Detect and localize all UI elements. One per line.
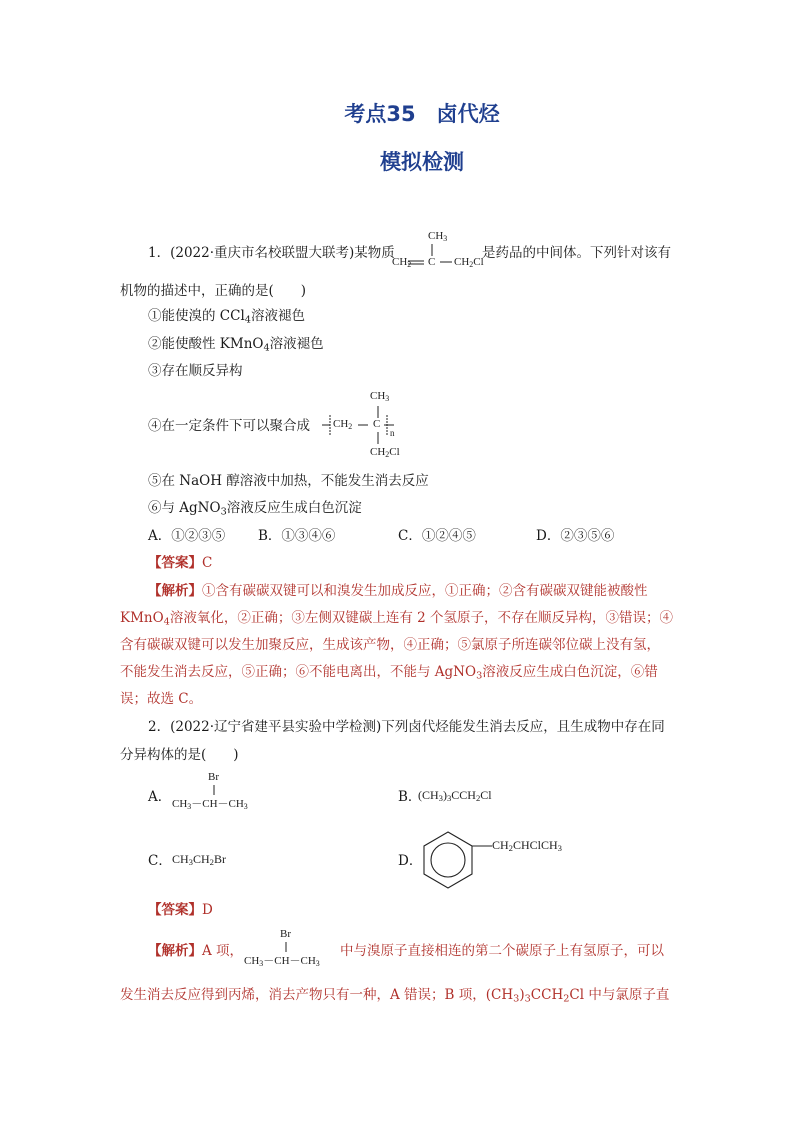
page-subtitle: 模拟检测 xyxy=(380,150,464,174)
q1-option-d[interactable]: D．②③⑤⑥ xyxy=(536,528,615,544)
q2-answer xyxy=(148,900,213,920)
answer-value: C xyxy=(202,555,213,571)
mol-ch2cl: $CH_2Cl$ xyxy=(454,256,484,269)
opt-a-chain: $CH_3-CH-CH_3$ xyxy=(172,798,248,811)
q1-statement-5: ⑤在 NaOH 醇溶液中加热，不能发生消去反应 xyxy=(148,473,429,489)
mol-ch3: $CH_3$ xyxy=(428,230,448,243)
q1-statement-2: ②能使酸性 KMnO$_4$溶液褪色 xyxy=(148,336,324,354)
q1-option-c[interactable]: C．①②④⑤ xyxy=(398,528,476,544)
q1-stem-line2: 机物的描述中，正确的是( ) xyxy=(120,283,307,299)
q2-option-b-formula: $(CH_3)_3CCH_2Cl$ xyxy=(418,788,492,804)
q1-analysis-2: KMnO$_4$溶液氧化，②正确；③左侧双键碳上连有 2 个氢原子，不存在顺反异构，③错误；④ xyxy=(120,610,674,628)
q1-statement-4: ④在一定条件下可以聚合成 xyxy=(148,418,310,434)
q1-analysis-3: 含有碳碳双键可以发生加聚反应，生成该产物，④正确；⑤氯原子所连碳邻位碳上没有氢， xyxy=(120,637,660,653)
q2-option-d-label[interactable]: D． xyxy=(398,853,423,869)
q2-option-c-formula: $CH_3CH_2Br$ xyxy=(172,852,226,868)
answer-label: 【答案】 xyxy=(148,902,202,918)
q2-option-a-label[interactable]: A． xyxy=(148,789,172,805)
q2-option-c-label[interactable]: C． xyxy=(148,853,172,869)
page-title: 考点35 卤代烃 xyxy=(344,102,500,126)
q1-analysis-1: 【解析】①含有碳碳双键可以和溴发生加成反应，①正确；②含有碳碳双键能被酸性 xyxy=(148,583,648,599)
q2-analysis-1a: 【解析】A 项， xyxy=(148,943,244,959)
polymer-c: C xyxy=(373,418,381,430)
polymer-n: n xyxy=(390,428,395,438)
answer-value: D xyxy=(202,902,213,918)
analysis-br: Br xyxy=(280,928,291,940)
q2-option-d-substituent: $CH_2CHClCH_3$ xyxy=(492,838,562,854)
q1-answer xyxy=(148,553,212,573)
mol-ch2-left: $CH_2$ xyxy=(392,256,412,269)
q1-statement-6: ⑥与 AgNO$_3$溶液反应生成白色沉淀 xyxy=(148,500,362,518)
analysis-bond xyxy=(0,0,1,1)
q2-stem-line1: 2．(2022·辽宁省建平县实验中学检测)下列卤代烃能发生消去反应，且生成物中存在同 xyxy=(148,719,665,735)
q2-analysis-1b: 中与溴原子直接相连的第二个碳原子上有氢原子，可以 xyxy=(340,943,664,959)
q1-analysis-4: 不能发生消去反应，⑤正确；⑥不能电离出，不能与 AgNO$_3$溶液反应生成白色沉淀，⑥错 xyxy=(120,664,658,682)
q2-analysis-2: 发生消去反应得到丙烯，消去产物只有一种，A 错误；B 项，$(CH_3)_3CCH_2Cl$ 中与氯原子直 xyxy=(120,987,670,1005)
q1-stem-suffix: 是药品的中间体。下列针对该有 xyxy=(482,245,671,261)
q1-statement-1: ①能使溴的 CCl$_4$溶液褪色 xyxy=(148,308,305,326)
analysis-chain: $CH_3-CH-CH_3$ xyxy=(244,955,320,968)
answer-label: 【答案】 xyxy=(148,555,202,571)
q1-option-b[interactable]: B．①③④⑥ xyxy=(258,528,336,544)
polymer-ch2: $CH_2$ xyxy=(333,418,353,431)
polymer-ch3: $CH_3$ xyxy=(370,390,390,403)
q1-statement-3: ③存在顺反异构 xyxy=(148,363,243,379)
q2-option-b-label[interactable]: B． xyxy=(398,789,422,805)
mol-center-c: C xyxy=(428,256,436,268)
polymer-ch2cl: $CH_2Cl$ xyxy=(370,446,400,459)
q1-stem-prefix: 1．(2022·重庆市名校联盟大联考)某物质 xyxy=(148,245,395,261)
q1-analysis-5: 误；故选 C。 xyxy=(120,691,203,707)
opt-a-br: Br xyxy=(208,771,219,783)
q2-stem-line2: 分异构体的是( ) xyxy=(120,747,239,763)
q1-option-a[interactable]: A．①②③⑤ xyxy=(148,528,226,544)
